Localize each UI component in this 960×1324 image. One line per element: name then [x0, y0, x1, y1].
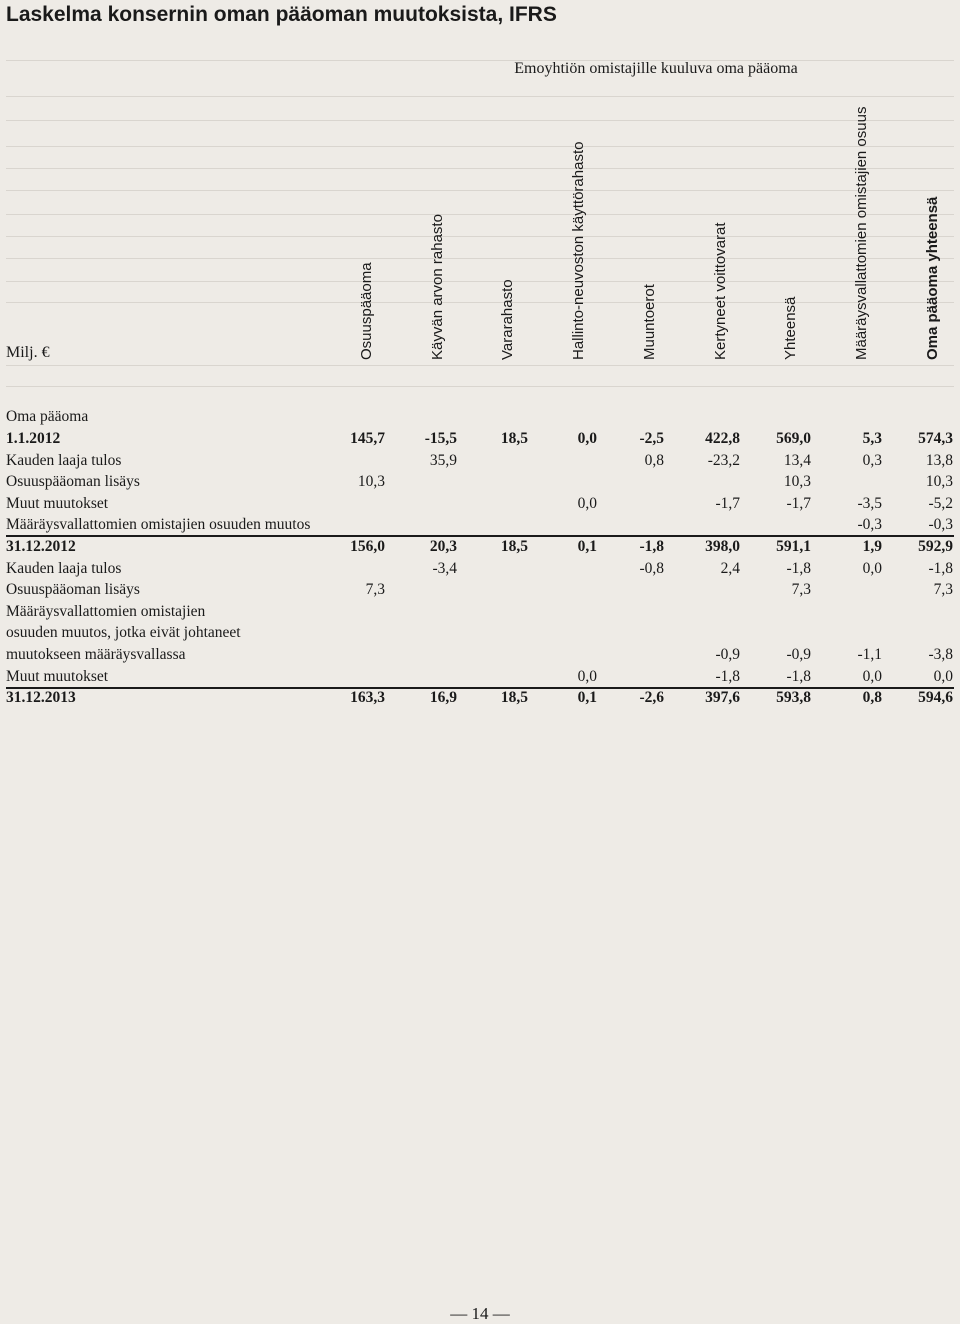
table-cell: -0,9	[715, 646, 740, 663]
gridline	[6, 281, 954, 282]
section-label-row	[6, 406, 954, 427]
gridline	[6, 302, 954, 303]
row-label: Osuuspääoman lisäys	[6, 581, 140, 599]
row-label: Kauden laaja tulos	[6, 451, 122, 469]
table-cell: 156,0	[350, 538, 385, 555]
table-cell: -1,8	[928, 559, 953, 577]
gridline	[6, 120, 954, 121]
row-label: 31.12.2013	[6, 689, 76, 707]
gridline	[6, 236, 954, 237]
table-cell: 163,3	[350, 689, 385, 707]
row-label: 1.1.2012	[6, 430, 61, 447]
table-cell: -1,8	[639, 538, 664, 555]
table-cell: 16,9	[429, 689, 457, 707]
table-row	[6, 428, 954, 449]
table-cell: 0,1	[577, 538, 597, 555]
row-label: osuuden muutos, jotka eivät johtaneet	[6, 624, 241, 642]
table-cell: 5,3	[862, 430, 882, 447]
table-cell: 18,5	[500, 538, 528, 555]
table-cell: 0,0	[577, 430, 597, 447]
table-cell: -5,2	[928, 494, 953, 512]
table-cell: 0,0	[862, 559, 882, 577]
table-cell: 7,3	[365, 581, 385, 599]
row-label: Muut muutokset	[6, 667, 109, 685]
column-header: Käyvän arvon rahasto	[429, 214, 446, 360]
table-cell: 1,9	[862, 538, 882, 555]
gridline	[6, 190, 954, 191]
column-header: Yhteensä	[782, 296, 799, 360]
table-cell: 13,4	[783, 451, 811, 469]
table-cell: 422,8	[705, 430, 740, 447]
gridline	[6, 96, 954, 97]
table-row	[6, 644, 954, 665]
table-cell: -15,5	[424, 430, 457, 447]
page-number: — 14 —	[450, 1304, 510, 1323]
table-row	[6, 622, 954, 643]
table-cell: 398,0	[705, 538, 740, 555]
table-cell: 0,8	[644, 451, 664, 469]
table-cell: -3,8	[928, 646, 953, 663]
table-cell: 569,0	[776, 430, 811, 447]
gridline	[6, 146, 954, 147]
table-row	[6, 666, 954, 687]
table-cell: 145,7	[350, 430, 385, 447]
unit-label: Milj. €	[6, 344, 50, 361]
row-label: Osuuspääoman lisäys	[6, 473, 140, 491]
table-row	[6, 536, 954, 557]
table-row	[6, 514, 954, 535]
table-cell: 13,8	[925, 451, 953, 469]
table-cell: -23,2	[707, 451, 740, 469]
table-cell: 574,3	[918, 430, 953, 447]
table-cell: 593,8	[776, 689, 811, 707]
column-header: Määräysvallattomien omistajien osuus	[853, 106, 870, 360]
table-cell: 592,9	[918, 538, 953, 555]
table-row	[6, 450, 954, 471]
column-header: Oma pääoma yhteensä	[924, 196, 941, 360]
table-cell: 0,3	[862, 451, 882, 469]
row-label: 31.12.2012	[6, 538, 76, 555]
table-cell: -3,5	[857, 494, 882, 512]
gridline	[6, 386, 954, 387]
table-row	[6, 471, 954, 492]
table-cell: 0,8	[862, 689, 882, 707]
table-row	[6, 493, 954, 514]
section-label: Oma pääoma	[6, 408, 89, 425]
table-cell: 594,6	[918, 689, 953, 707]
table-cell: -0,8	[639, 559, 664, 577]
table-cell: -1,8	[786, 667, 811, 685]
table-cell: 591,1	[776, 538, 811, 555]
table-cell: 10,3	[783, 473, 811, 491]
table-cell: 0,0	[933, 667, 953, 685]
gridline	[6, 365, 954, 366]
gridline	[6, 168, 954, 169]
gridline	[6, 258, 954, 259]
table-cell: 0,1	[577, 689, 597, 707]
table-row	[6, 601, 954, 622]
table-cell: -1,8	[715, 667, 740, 685]
column-header: Hallinto-neuvoston käyttörahasto	[570, 141, 587, 360]
row-label: muutokseen määräysvallassa	[6, 646, 186, 663]
gridline	[6, 214, 954, 215]
table-cell: -0,3	[857, 516, 882, 534]
table-cell: 35,9	[429, 451, 457, 469]
table-cell: -2,5	[639, 430, 664, 447]
table-cell: -2,6	[639, 689, 664, 707]
table-cell: -3,4	[432, 559, 457, 577]
table-cell: 0,0	[577, 667, 597, 685]
table-cell: 7,3	[791, 581, 811, 599]
column-header: Vararahasto	[499, 279, 516, 360]
table-cell: 0,0	[862, 667, 882, 685]
table-cell: -1,7	[715, 494, 740, 512]
table-cell: -0,3	[928, 516, 953, 534]
table-cell: -1,8	[786, 559, 811, 577]
page-title: Laskelma konsernin oman pääoman muutoksista, IFRS	[6, 3, 557, 26]
row-label: Määräysvallattomien omistajien	[6, 602, 206, 620]
table-cell: 20,3	[429, 538, 457, 555]
table-cell: -1,1	[857, 646, 882, 663]
table-cell: 18,5	[500, 689, 528, 707]
table-cell: 397,6	[705, 689, 740, 707]
column-header: Osuuspääoma	[358, 262, 375, 360]
row-label: Kauden laaja tulos	[6, 559, 122, 577]
group-header: Emoyhtiön omistajille kuuluva oma pääoma	[514, 60, 798, 77]
table-cell: 2,4	[720, 559, 740, 577]
table-cell: -0,9	[786, 646, 811, 663]
table-cell: 0,0	[577, 494, 597, 512]
row-label: Muut muutokset	[6, 494, 109, 512]
column-header: Kertyneet voittovarat	[712, 222, 729, 360]
table-row	[6, 687, 954, 708]
table-cell: 7,3	[933, 581, 953, 599]
table-cell: 18,5	[500, 430, 528, 447]
table-cell: 10,3	[925, 473, 953, 491]
table-row	[6, 579, 954, 600]
table-cell: 10,3	[357, 473, 385, 491]
table-row	[6, 558, 954, 579]
table-cell: -1,7	[786, 494, 811, 512]
column-header: Muuntoerot	[641, 284, 658, 360]
row-label: Määräysvallattomien omistajien osuuden muutos	[6, 516, 311, 534]
